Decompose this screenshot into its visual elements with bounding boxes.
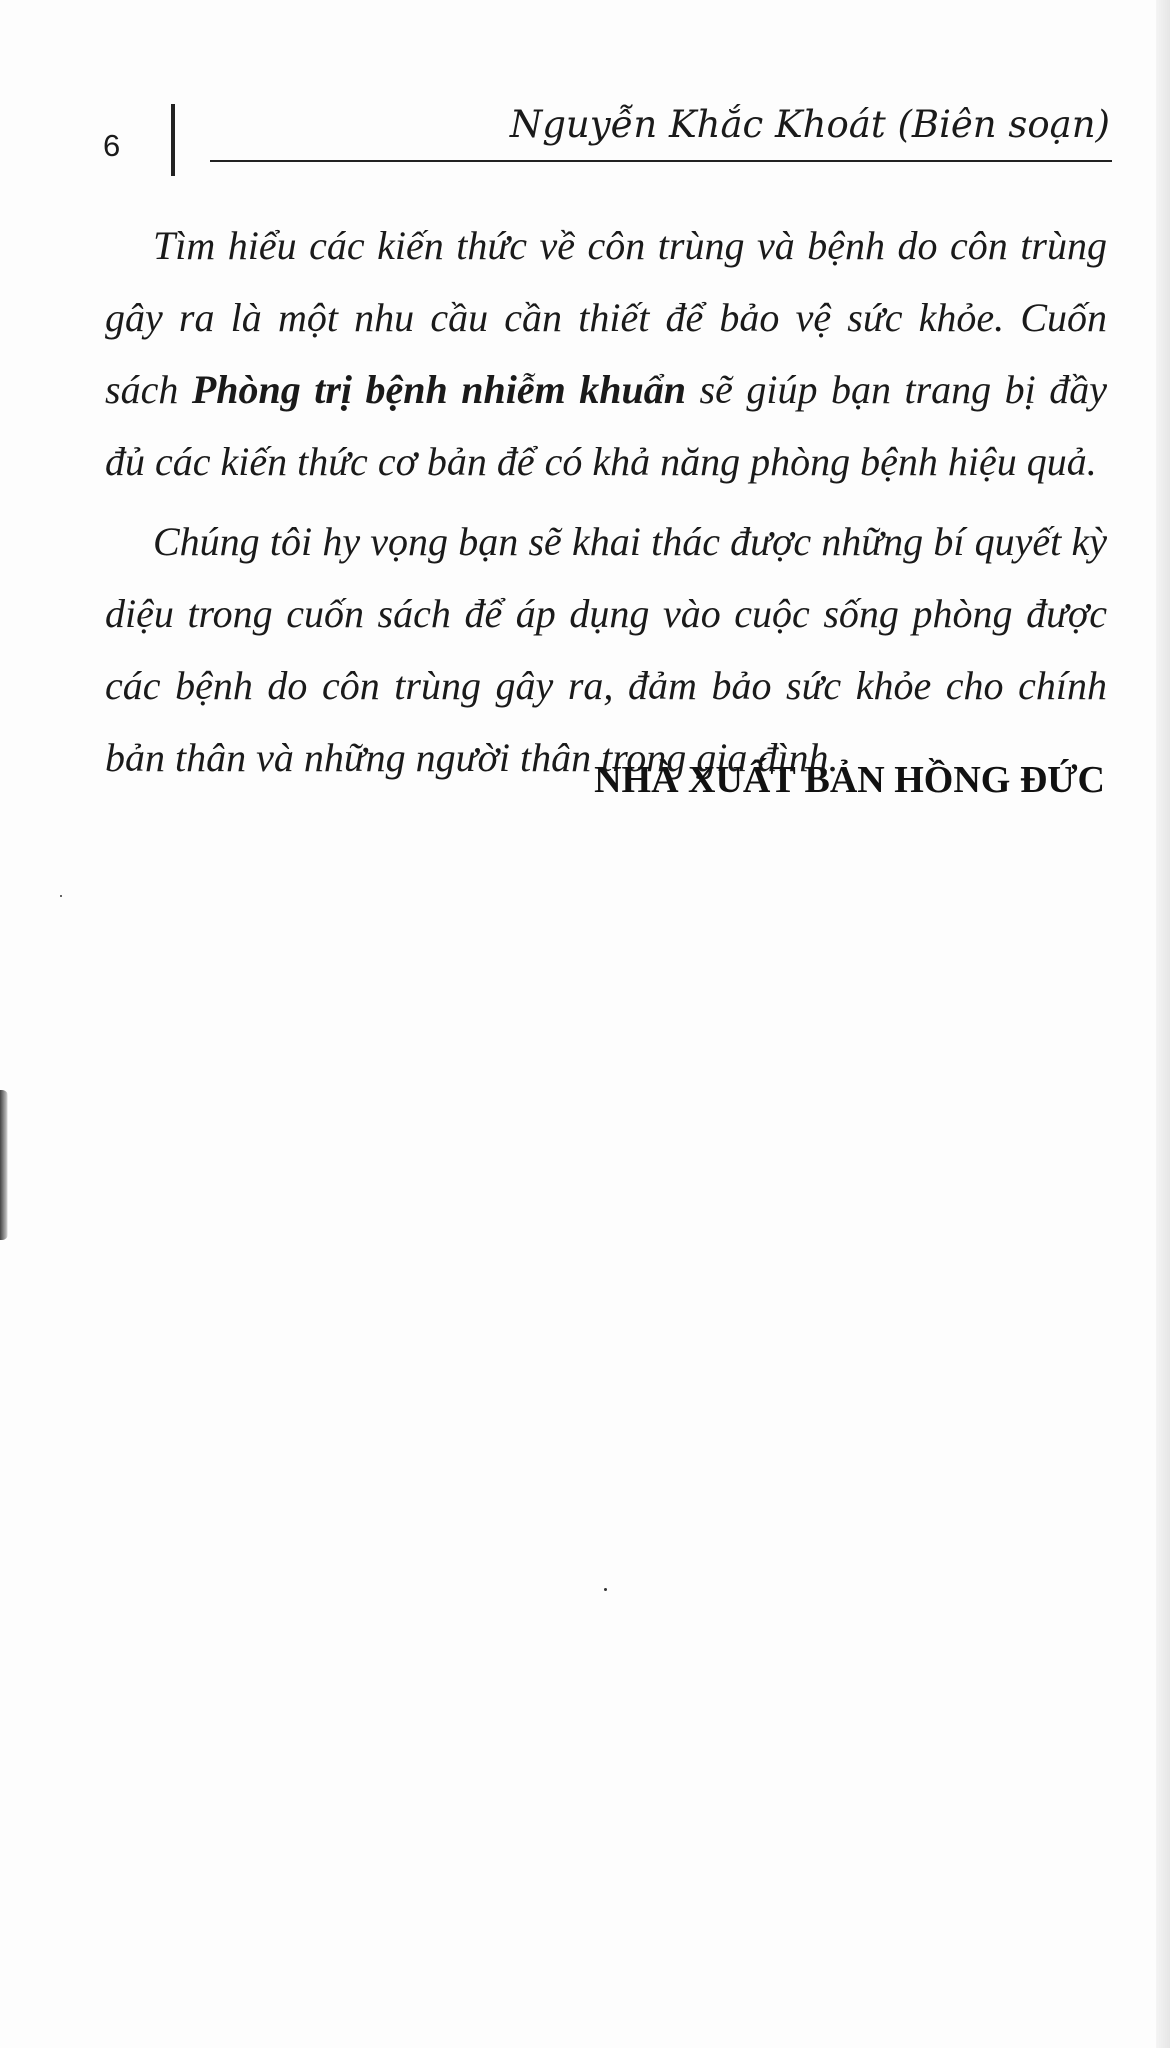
book-title: Phòng trị bệnh nhiễm khuẩn — [191, 367, 687, 412]
running-header-title: Nguyễn Khắc Khoát (Biên soạn) — [509, 103, 1110, 146]
publisher-signature: NHÀ XUẤT BẢN HỒNG ĐỨC — [594, 759, 1105, 801]
paragraph-2: Chúng tôi hy vọng bạn sẽ khai thác được những bí quyết kỳ diệu trong cuốn sách để áp dụng vào cuộc sống phòng được các bệnh do côn trùng gây ra, đảm bảo sức khỏe cho chính bản thân và những người thân trong gia đình. — [105, 519, 1107, 780]
print-speck — [604, 1588, 607, 1591]
paragraph-1 — [105, 210, 1107, 498]
body-text — [105, 210, 1107, 802]
paragraph-1-part-1: Tìm hiểu các kiến thức về côn trùng và bệnh do côn trùng gây ra là một nhu cầu cần thiết để bảo vệ sức khỏe. Cuốn sách — [105, 223, 1107, 412]
page-number: 6 — [103, 128, 121, 163]
header-rule — [210, 160, 1112, 162]
paragraph-1-part-2: sẽ giúp bạn trang bị đầy đủ các kiến thức cơ bản để có khả năng phòng bệnh hiệu quả. — [105, 367, 1107, 484]
page-edge-shadow — [1156, 0, 1170, 2048]
header-divider-bar — [171, 104, 175, 176]
print-speck — [60, 895, 62, 897]
binding-shadow — [0, 1090, 8, 1240]
